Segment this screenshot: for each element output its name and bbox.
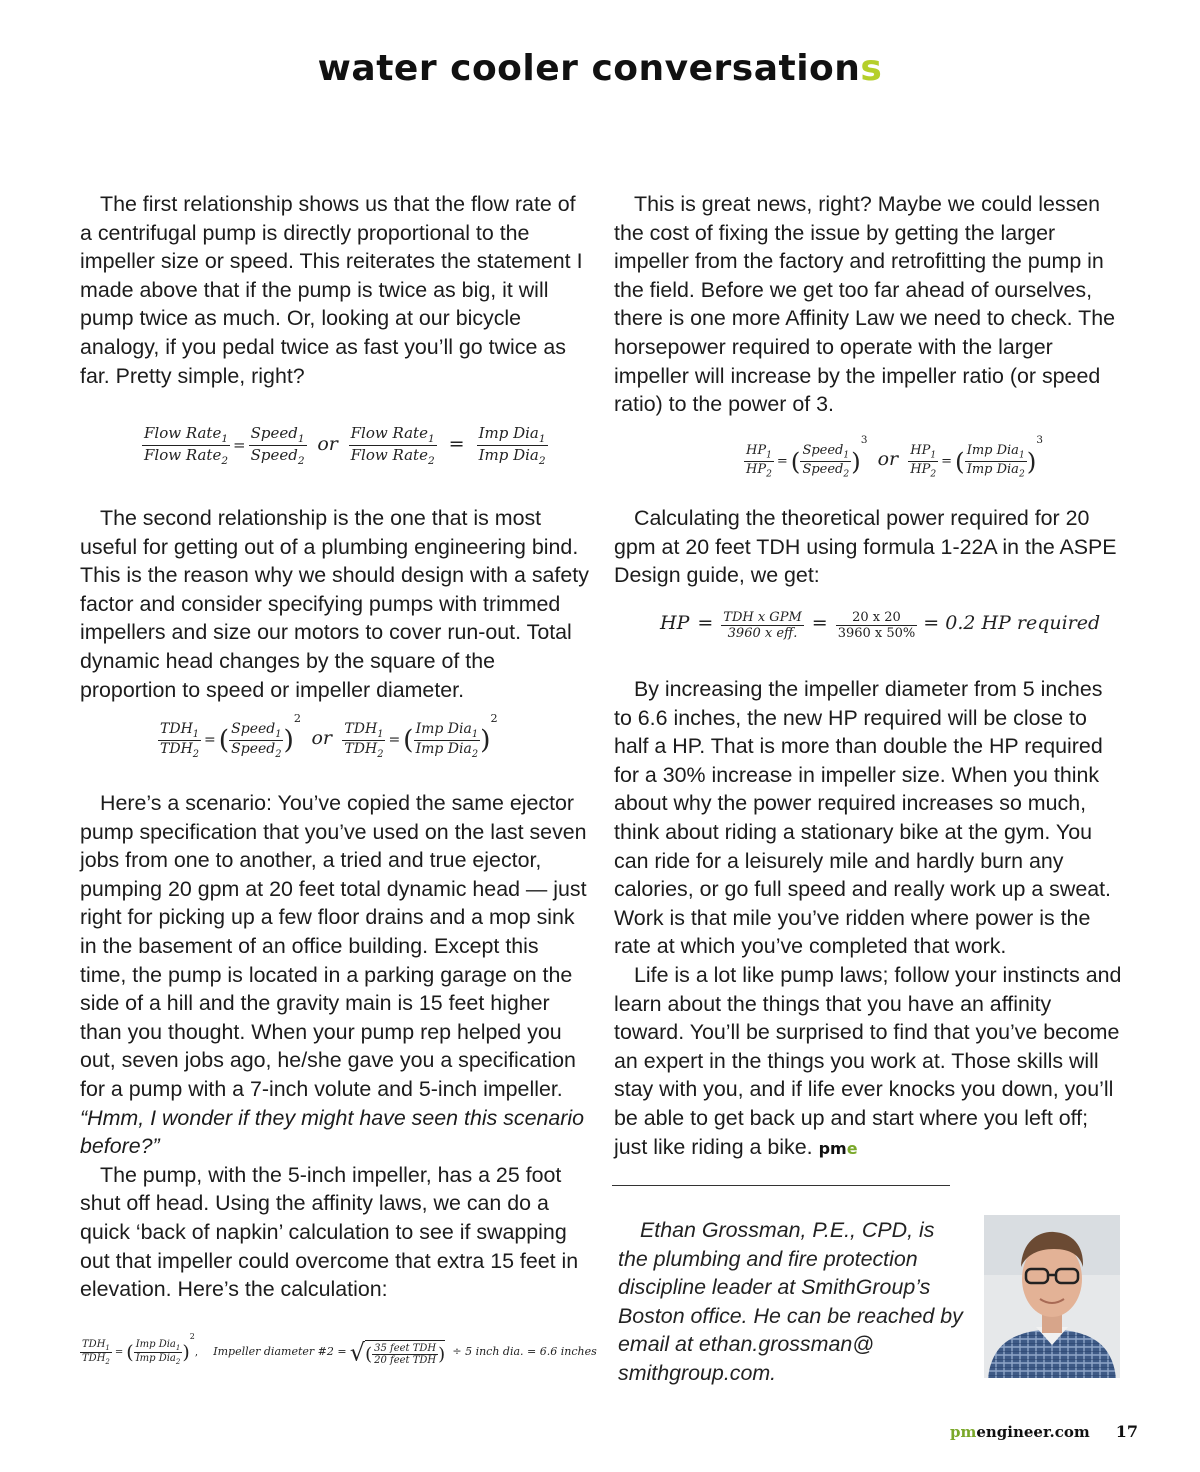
left-paragraph-4: The pump, with the 5-inch impeller, has a 25 foot shut off head. Using the affinity laws, we can do a quick ‘back of napkin’ calculation to see if swapping out that impeller could overcome that extra 15 feet in elevation. Here’s the calculation: — [80, 1162, 579, 1302]
f1-a-den-sub: 2 — [221, 455, 229, 467]
left-column-block-1 — [80, 190, 590, 390]
f3-b-num: Imp Dia — [135, 1339, 176, 1350]
f2-eq-1: = — [204, 732, 216, 748]
f1-d-num-sub: 1 — [538, 433, 546, 445]
f2-b-den-sub: 2 — [275, 748, 282, 760]
f4-c-num-sub: 1 — [930, 451, 937, 461]
f5-num2: 20 x 20 — [836, 610, 918, 626]
f2-c-num-sub: 1 — [377, 728, 384, 740]
title-main: water cooler conversation — [317, 48, 861, 89]
f4-eq-2: = — [941, 454, 953, 469]
f2-a-num-sub: 1 — [192, 728, 200, 740]
f2-c-den-sub: 2 — [377, 748, 384, 760]
author-bio — [618, 1216, 968, 1388]
title-accent: s — [860, 48, 883, 89]
f3-b-den-sub: 2 — [175, 1358, 181, 1366]
f2-b-num-sub: 1 — [275, 728, 282, 740]
left-paragraph-3-text: Here’s a scenario: You’ve copied the same ejector pump specification that you’ve used on the last seven jobs from one to another, a tried and true ejector, pumping 20 gpm at 20 feet total dynamic head — just right for picking up a few floor drains and a mop sink in the basement of an office building. Except this time, the pump is located in a parking garage on the side of a hill and the gravity main is 15 feet higher than you thought. When your pump rep helped you out, seven jobs ago, he/she gave you a specification for a pump with a 7-inch volute and 5-inch impeller. — [80, 791, 587, 1101]
f1-d-den-sub: 2 — [538, 455, 546, 467]
f2-exp-2: 2 — [490, 712, 498, 725]
f5-den2: 3960 x 50% — [837, 626, 916, 641]
author-bio-text: Ethan Grossman, P.E., CPD, is the plumbing and fire protection discipline leader at SmithGroup’s Boston office. He can be reached by email at ethan.grossman@ smithgroup.com. — [618, 1218, 963, 1385]
f3-eq: = — [114, 1347, 124, 1358]
pme-mark-e: e — [846, 1138, 858, 1158]
footer-site-rest: engineer.com — [976, 1423, 1090, 1441]
f4-or: or — [877, 448, 899, 470]
formula-hp-calc — [660, 610, 1100, 641]
f4-c-den: HP — [910, 462, 931, 477]
f3-b-den: Imp Dia — [135, 1353, 176, 1364]
f4-exp-1: 3 — [860, 434, 868, 446]
formula-tdh: $\frac{TDH_1}{TDH_2}$ = ( $\frac{Speed_1}{Speed_2}$ )$^2$ or $\frac{TDH_1}{TDH_2}$ = ( $\frac{Imp Dia_1}{Imp Dia_2}$ )$^2$ — [160, 712, 498, 760]
formula-impeller: $\frac{TDH_1}{TDH_2}$ = ( $\frac{Imp Dia_1}{Imp Dia_2}$ )$^2$, Impeller diameter #2 = √( $\frac{\text{35 feet TDH}}{\text{20 feet TDH}}$ ) ÷ 5 inch dia. = 6.6 inches — [82, 1332, 597, 1367]
f3-a-den-sub: 2 — [105, 1358, 110, 1366]
f3-tail: ÷ 5 inch dia. = 6.6 inches — [452, 1345, 597, 1358]
f5-eq-1: = — [697, 612, 714, 634]
f1-eq-1: = — [233, 435, 246, 454]
f4-d-den: Imp Dia — [966, 462, 1019, 477]
footer-site-pm: pm — [949, 1423, 977, 1441]
right-column-block-3 — [614, 675, 1126, 1163]
right-paragraph-4-text: Life is a lot like pump laws; follow your instincts and learn about the things that you have an affinity toward. You’ll be surprised to find that you’ve become an expert in the things you work at. Those skills will stay with you, and if life ever knocks you down, you’ll be able to get back up and start where you left off; just like riding a bike. — [614, 962, 1122, 1159]
f5-result: = 0.2 HP required — [923, 612, 1101, 634]
f4-b-num-sub: 1 — [843, 451, 850, 461]
pme-end-mark — [819, 1139, 858, 1158]
f1-c-num: Flow Rate — [350, 424, 428, 442]
right-column-block-2 — [614, 504, 1126, 590]
right-paragraph-3: By increasing the impeller diameter from 5 inches to 6.6 inches, the new HP required will be close to half a HP. That is more than double the HP required for a 30% increase in impeller size. When you think about why the power required increases so much, think about riding a stationary bike at the gym. You can ride for a leisurely mile and hardly burn any calories, or go full speed and really work up a sweat. Work is that mile you’ve ridden where power is the rate at which you’ve completed that work. — [614, 677, 1111, 959]
f1-d-den: Imp Dia — [478, 446, 539, 464]
f3-imp-den: 20 feet TDH — [374, 1354, 437, 1366]
left-column-block-3 — [80, 789, 590, 1304]
f2-b-den: Speed — [231, 740, 276, 757]
f4-d-num: Imp Dia — [966, 443, 1019, 459]
left-paragraph-2: The second relationship is the one that is most useful for getting out of a plumbing engineering bind. This is the reason why we should design with a safety factor and consider specifying pumps with trimmed impellers and size our motors to cover run-out. Total dynamic head changes by the square of the proportion to speed or impeller diameter. — [80, 506, 589, 702]
f4-b-num: Speed — [802, 443, 844, 459]
f1-c-den: Flow Rate — [350, 446, 428, 464]
f3-b-num-sub: 1 — [175, 1344, 181, 1352]
f1-b-den-sub: 2 — [297, 455, 305, 467]
page-number: 17 — [1115, 1422, 1138, 1441]
f3-exp: 2 — [189, 1332, 195, 1341]
left-paragraph-3-italic: “Hmm, I wonder if they might have seen this scenario before?” — [80, 1105, 585, 1159]
f1-b-num: Speed — [250, 424, 298, 442]
f1-d-num: Imp Dia — [478, 424, 539, 442]
page-title — [0, 48, 1200, 89]
f2-d-den-sub: 2 — [471, 748, 479, 760]
f4-d-den-sub: 2 — [1018, 469, 1025, 480]
right-column-block-1 — [614, 190, 1126, 419]
f2-a-den: TDH — [160, 740, 193, 757]
f1-a-den: Flow Rate — [144, 446, 222, 464]
f1-b-den: Speed — [250, 446, 298, 464]
f4-c-den-sub: 2 — [930, 469, 937, 480]
page-footer — [950, 1422, 1138, 1441]
f5-den1: 3960 x eff. — [727, 626, 798, 641]
f4-exp-2: 3 — [1036, 434, 1043, 446]
left-paragraph-3 — [80, 789, 590, 1161]
f2-or: or — [311, 727, 332, 749]
f2-eq-2: = — [388, 732, 401, 748]
bio-divider — [612, 1185, 950, 1186]
f5-num1: TDH x GPM — [723, 610, 802, 625]
f1-b-num-sub: 1 — [297, 433, 305, 445]
right-paragraph-4 — [614, 961, 1126, 1163]
f3-a-num: TDH — [82, 1339, 106, 1350]
f4-b-den: Speed — [802, 462, 844, 477]
f3-comma: , — [194, 1347, 199, 1358]
author-portrait-image — [984, 1215, 1120, 1378]
f1-c-den-sub: 2 — [427, 455, 435, 467]
f2-a-den-sub: 2 — [192, 748, 200, 760]
f2-d-den: Imp Dia — [415, 740, 472, 757]
left-column-block-2 — [80, 504, 590, 704]
f2-c-num: TDH — [344, 720, 378, 737]
f2-c-den: TDH — [344, 740, 378, 757]
right-paragraph-2: Calculating the theoretical power required for 20 gpm at 20 feet TDH using formula 1-22A in the ASPE Design guide, we get: — [614, 506, 1117, 588]
formula-hp: $\frac{HP_1}{HP_2}$ = ( $\frac{Speed_1}{Speed_2}$ )$^3$ or $\frac{HP_1}{HP_2}$ = ( $\frac{Imp Dia_1}{Imp Dia_2}$ )$^3$ — [746, 434, 1043, 480]
f3-a-den: TDH — [82, 1353, 106, 1364]
f1-or: or — [317, 432, 338, 455]
f4-a-num: HP — [746, 443, 767, 459]
f1-eq-2: = — [448, 432, 465, 455]
f5-hp: HP — [660, 612, 690, 634]
right-paragraph-1: This is great news, right? Maybe we could lessen the cost of fixing the issue by getting the larger impeller from the factory and retrofitting the pump in the field. Before we get too far ahead of ourselves, there is one more Affinity Law we need to check. The horsepower required to operate with the larger impeller will increase by the impeller ratio (or speed ratio) to the power of 3. — [614, 192, 1115, 417]
pme-mark-pm: pm — [818, 1138, 847, 1158]
f5-eq-2: = — [811, 612, 828, 634]
f4-a-den: HP — [746, 462, 767, 477]
f4-eq-1: = — [776, 454, 788, 469]
f3-imp-num: 35 feet TDH — [374, 1342, 437, 1354]
f4-b-den-sub: 2 — [843, 469, 850, 480]
f2-a-num: TDH — [160, 720, 193, 737]
formula-flow-rate — [142, 424, 548, 467]
f2-exp-1: 2 — [293, 712, 301, 725]
f2-d-num-sub: 1 — [471, 728, 479, 740]
left-paragraph-1: The first relationship shows us that the flow rate of a centrifugal pump is directly proportional to the impeller size or speed. This reiterates the statement I made above that if the pump is twice as big, it will pump twice as much. Or, looking at our bicycle analogy, if you pedal twice as fast you’ll go twice as far. Pretty simple, right? — [80, 192, 583, 388]
f3-label: Impeller diameter #2 = — [213, 1345, 347, 1358]
f4-a-den-sub: 2 — [766, 469, 772, 480]
f2-b-num: Speed — [231, 720, 276, 737]
f4-d-num-sub: 1 — [1018, 451, 1025, 461]
f3-a-num-sub: 1 — [105, 1344, 110, 1352]
f4-a-num-sub: 1 — [766, 451, 772, 461]
f1-a-num: Flow Rate — [144, 424, 222, 442]
author-photo — [984, 1215, 1120, 1378]
f2-d-num: Imp Dia — [415, 720, 472, 737]
f4-c-num: HP — [910, 443, 931, 459]
f1-c-num-sub: 1 — [427, 433, 435, 445]
f1-a-num-sub: 1 — [221, 433, 229, 445]
